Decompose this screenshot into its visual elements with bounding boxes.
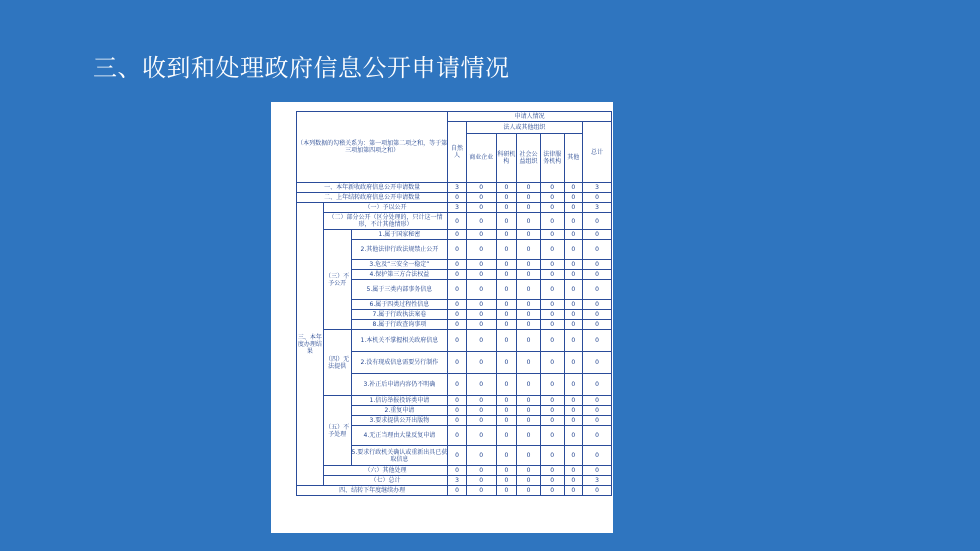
value-cell: 0 xyxy=(583,310,612,320)
value-cell: 0 xyxy=(564,396,583,406)
value-cell: 0 xyxy=(583,426,612,446)
value-cell: 0 xyxy=(466,230,496,240)
value-cell: 0 xyxy=(517,486,541,496)
value-cell: 0 xyxy=(466,396,496,406)
value-cell: 0 xyxy=(564,486,583,496)
value-cell: 0 xyxy=(466,352,496,374)
value-cell: 0 xyxy=(466,426,496,446)
value-cell: 0 xyxy=(448,230,467,240)
value-cell: 0 xyxy=(517,183,541,193)
value-cell: 0 xyxy=(496,330,517,352)
section-three-label: 三、本年度办理结果 xyxy=(297,203,324,486)
total-header: 总计 xyxy=(583,122,612,183)
table-row xyxy=(297,396,612,406)
value-cell: 0 xyxy=(448,466,467,476)
value-cell: 0 xyxy=(540,486,564,496)
value-cell: 0 xyxy=(466,260,496,270)
value-cell: 0 xyxy=(517,396,541,406)
value-cell: 0 xyxy=(466,446,496,466)
row-label: 四、结转下年度继续办理 xyxy=(297,486,448,496)
value-cell: 0 xyxy=(540,310,564,320)
value-cell: 0 xyxy=(583,352,612,374)
value-cell: 0 xyxy=(448,406,467,416)
group-label: （三）不予公开 xyxy=(323,230,351,330)
value-cell: 0 xyxy=(583,396,612,406)
value-cell: 0 xyxy=(540,330,564,352)
row-label: 8.属于行政查询事项 xyxy=(351,320,448,330)
value-cell: 0 xyxy=(517,310,541,320)
value-cell: 0 xyxy=(496,270,517,280)
note-cell: （本列数据的勾稽关系为：第一项加第二项之和，等于第三项加第四项之和） xyxy=(297,112,448,183)
value-cell: 0 xyxy=(496,406,517,416)
value-cell: 0 xyxy=(583,230,612,240)
value-cell: 0 xyxy=(517,416,541,426)
value-cell: 0 xyxy=(583,446,612,466)
value-cell: 0 xyxy=(448,396,467,406)
value-cell: 0 xyxy=(517,230,541,240)
value-cell: 0 xyxy=(448,486,467,496)
value-cell: 0 xyxy=(466,406,496,416)
table-row xyxy=(297,330,612,352)
value-cell: 0 xyxy=(564,260,583,270)
value-cell: 3 xyxy=(583,203,612,213)
value-cell: 0 xyxy=(517,300,541,310)
value-cell: 3 xyxy=(448,476,467,486)
value-cell: 0 xyxy=(517,213,541,230)
row-label: 3.补正后申请内容仍不明确 xyxy=(351,374,448,396)
value-cell: 0 xyxy=(496,416,517,426)
value-cell: 0 xyxy=(540,240,564,260)
row-label: 2.重复申请 xyxy=(351,406,448,416)
value-cell: 0 xyxy=(540,396,564,406)
value-cell: 0 xyxy=(540,466,564,476)
value-cell: 0 xyxy=(540,352,564,374)
value-cell: 0 xyxy=(448,213,467,230)
value-cell: 0 xyxy=(496,280,517,300)
value-cell: 0 xyxy=(540,416,564,426)
col-commercial: 商业企业 xyxy=(466,133,496,183)
row-label: （六）其他处理 xyxy=(323,466,448,476)
value-cell: 0 xyxy=(496,320,517,330)
value-cell: 0 xyxy=(564,300,583,310)
value-cell: 0 xyxy=(517,406,541,416)
value-cell: 0 xyxy=(466,374,496,396)
value-cell: 0 xyxy=(466,270,496,280)
value-cell: 0 xyxy=(496,183,517,193)
value-cell: 0 xyxy=(496,300,517,310)
value-cell: 0 xyxy=(448,300,467,310)
value-cell: 0 xyxy=(583,486,612,496)
value-cell: 0 xyxy=(466,280,496,300)
value-cell: 0 xyxy=(564,240,583,260)
row-label: 7.属于行政执法案卷 xyxy=(351,310,448,320)
row-label: 2.没有现成信息需要另行制作 xyxy=(351,352,448,374)
value-cell: 0 xyxy=(583,374,612,396)
group-label: （四）无法提供 xyxy=(323,330,351,396)
value-cell: 0 xyxy=(496,213,517,230)
value-cell: 0 xyxy=(564,320,583,330)
value-cell: 0 xyxy=(564,230,583,240)
value-cell: 0 xyxy=(517,203,541,213)
row-label: 3.危及“三安全一稳定” xyxy=(351,260,448,270)
value-cell: 0 xyxy=(517,466,541,476)
table-row xyxy=(297,193,612,203)
value-cell: 0 xyxy=(496,230,517,240)
value-cell: 0 xyxy=(564,193,583,203)
disclosure-statistics-table xyxy=(296,111,612,496)
value-cell: 0 xyxy=(564,280,583,300)
value-cell: 0 xyxy=(448,310,467,320)
value-cell: 0 xyxy=(540,446,564,466)
value-cell: 0 xyxy=(540,193,564,203)
value-cell: 0 xyxy=(517,320,541,330)
value-cell: 0 xyxy=(583,260,612,270)
col-other: 其他 xyxy=(564,133,583,183)
value-cell: 0 xyxy=(466,203,496,213)
value-cell: 0 xyxy=(540,230,564,240)
value-cell: 0 xyxy=(540,476,564,486)
value-cell: 0 xyxy=(564,183,583,193)
row-label: 6.属于四类过程性信息 xyxy=(351,300,448,310)
value-cell: 0 xyxy=(583,280,612,300)
row-label: 5.属于三类内部事务信息 xyxy=(351,280,448,300)
row-label: 2.其他法律行政法规禁止公开 xyxy=(351,240,448,260)
value-cell: 0 xyxy=(466,330,496,352)
value-cell: 0 xyxy=(517,426,541,446)
value-cell: 0 xyxy=(583,300,612,310)
value-cell: 0 xyxy=(466,466,496,476)
value-cell: 0 xyxy=(496,203,517,213)
row-label: 1.属于国家秘密 xyxy=(351,230,448,240)
value-cell: 0 xyxy=(540,374,564,396)
slide-title: 三、收到和处理政府信息公开申请情况 xyxy=(93,54,510,82)
table-row xyxy=(297,476,612,486)
value-cell: 0 xyxy=(496,476,517,486)
value-cell: 0 xyxy=(540,183,564,193)
row-label: （七）总计 xyxy=(323,476,448,486)
table-row xyxy=(297,230,612,240)
value-cell: 0 xyxy=(564,446,583,466)
row-label: 4.无正当理由大量反复申请 xyxy=(351,426,448,446)
value-cell: 0 xyxy=(448,416,467,426)
value-cell: 0 xyxy=(583,240,612,260)
col-legal-service: 法律服务机构 xyxy=(540,133,564,183)
value-cell: 0 xyxy=(466,240,496,260)
value-cell: 0 xyxy=(564,466,583,476)
value-cell: 0 xyxy=(448,330,467,352)
value-cell: 0 xyxy=(540,300,564,310)
value-cell: 3 xyxy=(583,476,612,486)
value-cell: 0 xyxy=(448,270,467,280)
value-cell: 0 xyxy=(583,270,612,280)
row-label: （二）部分公开（区分处理的，只计这一情形，不计其他情形） xyxy=(323,213,448,230)
value-cell: 0 xyxy=(448,240,467,260)
value-cell: 0 xyxy=(583,406,612,416)
value-cell: 3 xyxy=(448,203,467,213)
table-row xyxy=(297,213,612,230)
value-cell: 0 xyxy=(564,213,583,230)
applicant-header: 申请人情况 xyxy=(448,112,612,122)
value-cell: 0 xyxy=(517,260,541,270)
value-cell: 0 xyxy=(564,352,583,374)
value-cell: 0 xyxy=(496,374,517,396)
row-label: 4.保护第三方合法权益 xyxy=(351,270,448,280)
value-cell: 0 xyxy=(564,406,583,416)
legal-entity-header: 法人或其他组织 xyxy=(466,122,582,134)
value-cell: 0 xyxy=(466,416,496,426)
value-cell: 0 xyxy=(540,406,564,416)
value-cell: 0 xyxy=(448,426,467,446)
value-cell: 0 xyxy=(448,352,467,374)
value-cell: 0 xyxy=(466,300,496,310)
value-cell: 0 xyxy=(564,374,583,396)
row-label: 一、本年新收政府信息公开申请数量 xyxy=(297,183,448,193)
value-cell: 0 xyxy=(496,352,517,374)
value-cell: 0 xyxy=(583,193,612,203)
value-cell: 0 xyxy=(540,280,564,300)
value-cell: 0 xyxy=(564,426,583,446)
value-cell: 0 xyxy=(448,374,467,396)
row-label: 二、上年结转政府信息公开申请数量 xyxy=(297,193,448,203)
col-public-welfare: 社会公益组织 xyxy=(517,133,541,183)
value-cell: 0 xyxy=(517,374,541,396)
value-cell: 0 xyxy=(564,270,583,280)
table-row xyxy=(297,203,612,213)
value-cell: 0 xyxy=(496,310,517,320)
value-cell: 0 xyxy=(496,260,517,270)
value-cell: 0 xyxy=(540,320,564,330)
row-label: 1.信访举报投诉类申请 xyxy=(351,396,448,406)
value-cell: 0 xyxy=(564,203,583,213)
value-cell: 0 xyxy=(496,396,517,406)
value-cell: 0 xyxy=(517,352,541,374)
value-cell: 0 xyxy=(517,280,541,300)
report-table-card xyxy=(271,102,613,533)
natural-person-header: 自然人 xyxy=(448,122,467,183)
table-row xyxy=(297,486,612,496)
value-cell: 0 xyxy=(564,416,583,426)
value-cell: 0 xyxy=(517,193,541,203)
row-label: 1.本机关不掌握相关政府信息 xyxy=(351,330,448,352)
value-cell: 0 xyxy=(448,320,467,330)
value-cell: 0 xyxy=(466,213,496,230)
table-row xyxy=(297,183,612,193)
value-cell: 0 xyxy=(583,466,612,476)
value-cell: 0 xyxy=(466,183,496,193)
value-cell: 0 xyxy=(448,280,467,300)
table-row xyxy=(297,466,612,476)
value-cell: 0 xyxy=(583,320,612,330)
value-cell: 0 xyxy=(517,240,541,260)
value-cell: 0 xyxy=(540,426,564,446)
value-cell: 0 xyxy=(583,330,612,352)
value-cell: 0 xyxy=(466,310,496,320)
row-label: 3.要求提供公开出版物 xyxy=(351,416,448,426)
value-cell: 0 xyxy=(466,476,496,486)
value-cell: 0 xyxy=(496,446,517,466)
value-cell: 0 xyxy=(517,330,541,352)
value-cell: 0 xyxy=(466,193,496,203)
col-research: 科研机构 xyxy=(496,133,517,183)
value-cell: 3 xyxy=(583,183,612,193)
value-cell: 0 xyxy=(466,486,496,496)
value-cell: 0 xyxy=(583,213,612,230)
value-cell: 0 xyxy=(496,426,517,446)
value-cell: 0 xyxy=(517,270,541,280)
value-cell: 0 xyxy=(496,486,517,496)
value-cell: 0 xyxy=(466,320,496,330)
value-cell: 0 xyxy=(540,270,564,280)
value-cell: 0 xyxy=(564,330,583,352)
value-cell: 0 xyxy=(448,446,467,466)
value-cell: 0 xyxy=(540,203,564,213)
value-cell: 0 xyxy=(448,193,467,203)
group-label: （五）不予处理 xyxy=(323,396,351,466)
value-cell: 0 xyxy=(517,476,541,486)
value-cell: 0 xyxy=(564,310,583,320)
row-label: （一）予以公开 xyxy=(323,203,448,213)
value-cell: 0 xyxy=(517,446,541,466)
value-cell: 0 xyxy=(540,213,564,230)
row-label: 5.要求行政机关确认或重新出具已获取信息 xyxy=(351,446,448,466)
value-cell: 0 xyxy=(540,260,564,270)
value-cell: 0 xyxy=(583,416,612,426)
value-cell: 0 xyxy=(496,193,517,203)
value-cell: 0 xyxy=(448,260,467,270)
value-cell: 0 xyxy=(564,476,583,486)
value-cell: 0 xyxy=(496,240,517,260)
value-cell: 3 xyxy=(448,183,467,193)
value-cell: 0 xyxy=(496,466,517,476)
